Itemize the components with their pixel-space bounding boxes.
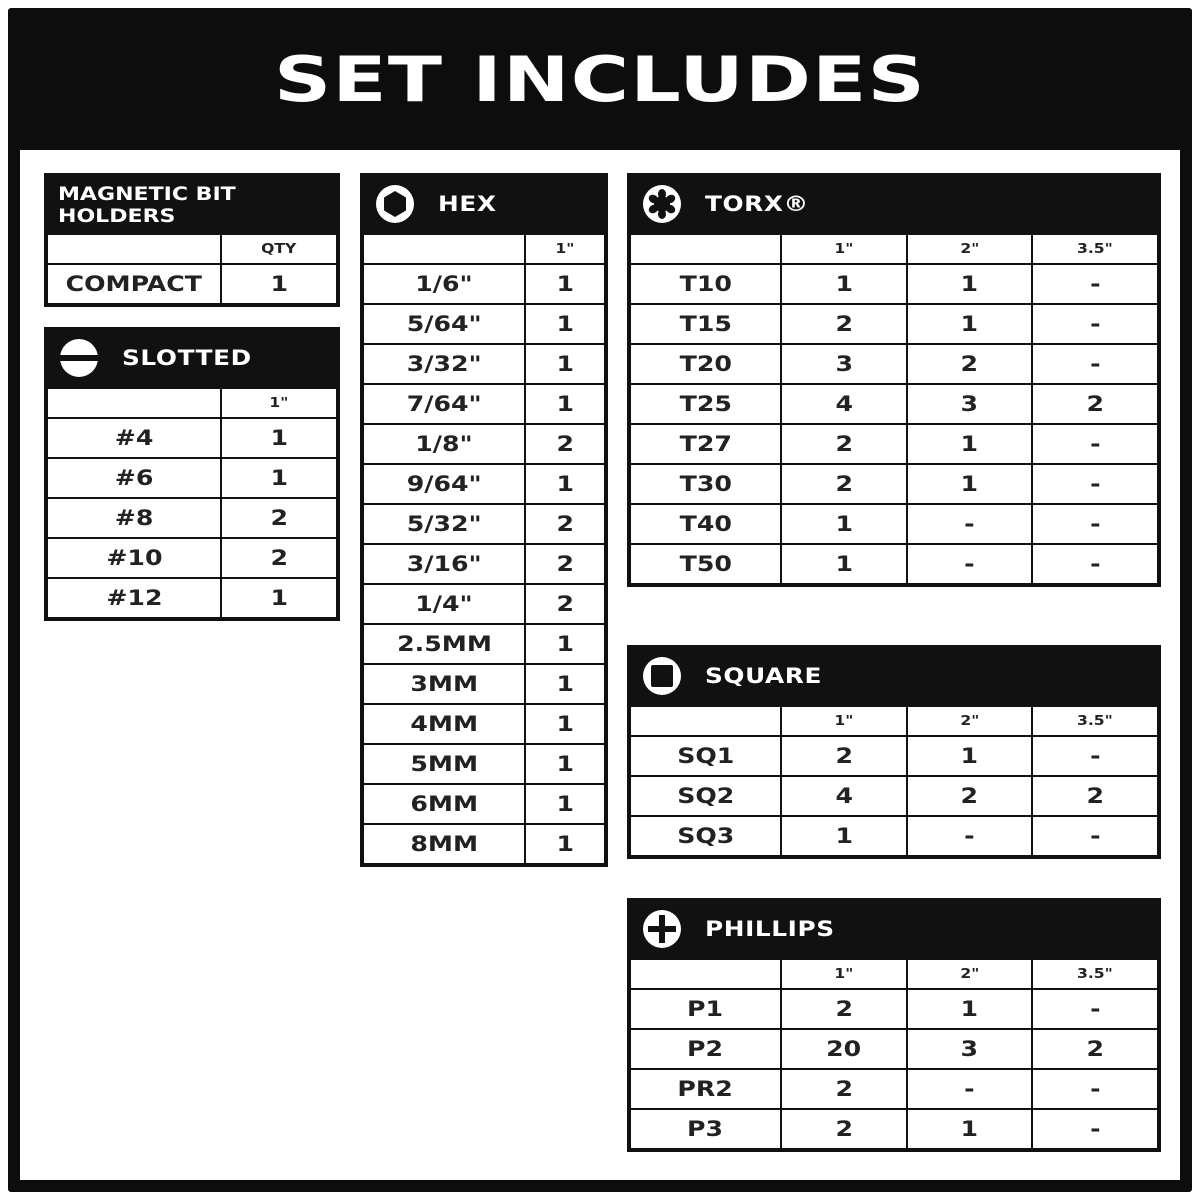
header-cell [363, 234, 525, 264]
hex-size-cell: 1/4" [363, 584, 525, 624]
hex-row [363, 544, 605, 584]
hex-row [363, 424, 605, 464]
slotted-qty-cell: 1 [221, 578, 337, 618]
torx-qty-cell: - [1032, 544, 1158, 584]
hex-table [362, 233, 606, 865]
hex-qty-cell: 1 [525, 744, 605, 784]
phillips-size-header: 2" [907, 959, 1033, 989]
magnetic-bit-holders-block [44, 173, 340, 307]
magnetic-table [46, 233, 338, 305]
phillips-size-cell: P3 [630, 1109, 781, 1149]
hex-row [363, 824, 605, 864]
magnetic-rows [47, 264, 337, 304]
magnetic-heading-line1: MAGNETIC BIT [58, 183, 236, 205]
square-row [630, 816, 1158, 856]
torx-qty-cell: 1 [907, 304, 1033, 344]
hex-heading: HEX [438, 192, 497, 216]
hex-row [363, 584, 605, 624]
hex-row [363, 304, 605, 344]
torx-qty-cell: - [1032, 424, 1158, 464]
hex-size-cell: 4MM [363, 704, 525, 744]
square-qty-cell: - [1032, 736, 1158, 776]
slotted-icon [58, 337, 100, 379]
torx-qty-cell: 4 [781, 384, 907, 424]
hex-row [363, 664, 605, 704]
torx-qty-cell: - [907, 504, 1033, 544]
torx-qty-cell: 1 [781, 264, 907, 304]
torx-qty-cell: - [1032, 504, 1158, 544]
torx-qty-cell: 1 [907, 264, 1033, 304]
hex-header [362, 175, 606, 233]
torx-qty-cell: - [1032, 304, 1158, 344]
torx-qty-cell: - [1032, 464, 1158, 504]
phillips-size-header: 1" [781, 959, 907, 989]
hex-size-cell: 3/16" [363, 544, 525, 584]
hex-row [363, 344, 605, 384]
torx-row [630, 384, 1158, 424]
square-qty-cell: 1 [781, 816, 907, 856]
hex-size-cell: 9/64" [363, 464, 525, 504]
phillips-qty-cell: 1 [907, 1109, 1033, 1149]
slotted-qty-cell: 1 [221, 418, 337, 458]
hex-size-cell: 5/64" [363, 304, 525, 344]
hex-row [363, 784, 605, 824]
phillips-row [630, 989, 1158, 1029]
slotted-subheader-row [47, 388, 337, 418]
slotted-size-cell: #4 [47, 418, 221, 458]
phillips-qty-cell: - [1032, 1109, 1158, 1149]
torx-rows [630, 264, 1158, 584]
page-title: SET INCLUDES [273, 42, 927, 116]
phillips-table [629, 958, 1159, 1150]
torx-size-cell: T10 [630, 264, 781, 304]
magnetic-subheader-row [47, 234, 337, 264]
torx-row [630, 304, 1158, 344]
slotted-rows [47, 418, 337, 618]
torx-qty-cell: 2 [781, 304, 907, 344]
square-block [627, 645, 1161, 859]
hex-qty-cell: 2 [525, 424, 605, 464]
square-row [630, 776, 1158, 816]
square-qty-cell: - [1032, 816, 1158, 856]
torx-qty-cell: 1 [781, 544, 907, 584]
header-cell [47, 388, 221, 418]
phillips-size-cell: PR2 [630, 1069, 781, 1109]
phillips-row [630, 1069, 1158, 1109]
hex-block [360, 173, 608, 867]
magnetic-row [47, 264, 337, 304]
slotted-size-cell: #6 [47, 458, 221, 498]
square-header [629, 647, 1159, 705]
phillips-icon [641, 908, 683, 950]
slotted-size-cell: #8 [47, 498, 221, 538]
square-qty-cell: 1 [907, 736, 1033, 776]
hex-qty-cell: 1 [525, 624, 605, 664]
torx-table [629, 233, 1159, 585]
magnetic-qty-cell: 1 [221, 264, 337, 304]
hex-row [363, 504, 605, 544]
torx-qty-cell: 1 [781, 504, 907, 544]
phillips-qty-cell: - [907, 1069, 1033, 1109]
slotted-row [47, 458, 337, 498]
torx-size-cell: T15 [630, 304, 781, 344]
phillips-qty-cell: 3 [907, 1029, 1033, 1069]
square-qty-cell: 4 [781, 776, 907, 816]
phillips-size-cell: P1 [630, 989, 781, 1029]
hex-row [363, 744, 605, 784]
hex-size-cell: 7/64" [363, 384, 525, 424]
square-size-header: 1" [781, 706, 907, 736]
hex-size-cell: 6MM [363, 784, 525, 824]
phillips-heading: PHILLIPS [705, 917, 835, 941]
square-row [630, 736, 1158, 776]
torx-subheader-row [630, 234, 1158, 264]
square-table [629, 705, 1159, 857]
torx-qty-cell: - [907, 544, 1033, 584]
phillips-size-cell: P2 [630, 1029, 781, 1069]
torx-header [629, 175, 1159, 233]
torx-size-cell: T20 [630, 344, 781, 384]
torx-qty-cell: 2 [781, 424, 907, 464]
torx-qty-cell: - [1032, 344, 1158, 384]
torx-row [630, 504, 1158, 544]
torx-qty-cell: 3 [907, 384, 1033, 424]
hex-qty-cell: 1 [525, 664, 605, 704]
square-qty-cell: 2 [1032, 776, 1158, 816]
torx-heading: TORX® [705, 192, 809, 216]
hex-qty-cell: 1 [525, 824, 605, 864]
torx-qty-cell: 2 [1032, 384, 1158, 424]
phillips-subheader-row [630, 959, 1158, 989]
header-cell [630, 959, 781, 989]
square-size-header: 2" [907, 706, 1033, 736]
torx-row [630, 464, 1158, 504]
hex-rows [363, 264, 605, 864]
square-rows [630, 736, 1158, 856]
square-size-cell: SQ3 [630, 816, 781, 856]
torx-qty-cell: 3 [781, 344, 907, 384]
hex-subheader-row [363, 234, 605, 264]
phillips-qty-cell: 2 [1032, 1029, 1158, 1069]
magnetic-heading-line2: HOLDERS [58, 205, 176, 227]
slotted-header [46, 329, 338, 387]
torx-size-cell: T40 [630, 504, 781, 544]
torx-size-cell: T25 [630, 384, 781, 424]
square-qty-cell: 2 [781, 736, 907, 776]
hex-qty-cell: 1 [525, 344, 605, 384]
hex-row [363, 264, 605, 304]
phillips-row [630, 1029, 1158, 1069]
qty-header: QTY [221, 234, 337, 264]
hex-size-cell: 1/6" [363, 264, 525, 304]
slotted-qty-cell: 2 [221, 538, 337, 578]
torx-qty-cell: 1 [907, 464, 1033, 504]
torx-size-cell: T27 [630, 424, 781, 464]
hex-row [363, 624, 605, 664]
hex-qty-cell: 2 [525, 584, 605, 624]
torx-size-cell: T30 [630, 464, 781, 504]
hex-qty-cell: 1 [525, 784, 605, 824]
phillips-qty-cell: - [1032, 1069, 1158, 1109]
hex-size-cell: 1/8" [363, 424, 525, 464]
torx-qty-cell: 1 [907, 424, 1033, 464]
hex-qty-cell: 2 [525, 544, 605, 584]
hex-qty-cell: 1 [525, 464, 605, 504]
torx-row [630, 544, 1158, 584]
hex-qty-cell: 1 [525, 704, 605, 744]
phillips-qty-cell: 1 [907, 989, 1033, 1029]
slotted-block [44, 327, 340, 621]
slotted-row [47, 498, 337, 538]
torx-row [630, 344, 1158, 384]
torx-size-header: 3.5" [1032, 234, 1158, 264]
square-heading: SQUARE [705, 664, 823, 688]
hex-size-cell: 8MM [363, 824, 525, 864]
header-cell [630, 234, 781, 264]
torx-block [627, 173, 1161, 587]
phillips-qty-cell: 2 [781, 1109, 907, 1149]
torx-row [630, 264, 1158, 304]
slotted-table [46, 387, 338, 619]
phillips-row [630, 1109, 1158, 1149]
header-cell [47, 234, 221, 264]
hex-row [363, 384, 605, 424]
hex-size-cell: 3MM [363, 664, 525, 704]
square-size-cell: SQ1 [630, 736, 781, 776]
hex-size-header: 1" [525, 234, 605, 264]
phillips-block [627, 898, 1161, 1152]
slotted-row [47, 538, 337, 578]
torx-qty-cell: 2 [781, 464, 907, 504]
square-size-header: 3.5" [1032, 706, 1158, 736]
hex-size-cell: 3/32" [363, 344, 525, 384]
square-subheader-row [630, 706, 1158, 736]
slotted-heading: SLOTTED [122, 346, 252, 370]
torx-qty-cell: - [1032, 264, 1158, 304]
square-qty-cell: 2 [907, 776, 1033, 816]
hex-icon [374, 183, 416, 225]
slotted-size-cell: #10 [47, 538, 221, 578]
torx-icon [641, 183, 683, 225]
slotted-qty-cell: 2 [221, 498, 337, 538]
torx-size-cell: T50 [630, 544, 781, 584]
hex-qty-cell: 2 [525, 504, 605, 544]
torx-size-header: 2" [907, 234, 1033, 264]
phillips-qty-cell: 20 [781, 1029, 907, 1069]
hex-size-cell: 5/32" [363, 504, 525, 544]
slotted-qty-cell: 1 [221, 458, 337, 498]
slotted-size-header: 1" [221, 388, 337, 418]
slotted-size-cell: #12 [47, 578, 221, 618]
magnetic-header [46, 175, 338, 233]
phillips-qty-cell: - [1032, 989, 1158, 1029]
phillips-qty-cell: 2 [781, 1069, 907, 1109]
slotted-row [47, 418, 337, 458]
header-cell [630, 706, 781, 736]
phillips-qty-cell: 2 [781, 989, 907, 1029]
magnetic-size-cell: COMPACT [47, 264, 221, 304]
square-size-cell: SQ2 [630, 776, 781, 816]
hex-qty-cell: 1 [525, 304, 605, 344]
phillips-header [629, 900, 1159, 958]
phillips-rows [630, 989, 1158, 1149]
torx-size-header: 1" [781, 234, 907, 264]
square-icon [641, 655, 683, 697]
hex-qty-cell: 1 [525, 384, 605, 424]
phillips-size-header: 3.5" [1032, 959, 1158, 989]
hex-size-cell: 5MM [363, 744, 525, 784]
hex-row [363, 464, 605, 504]
torx-qty-cell: 2 [907, 344, 1033, 384]
hex-size-cell: 2.5MM [363, 624, 525, 664]
hex-qty-cell: 1 [525, 264, 605, 304]
slotted-row [47, 578, 337, 618]
hex-row [363, 704, 605, 744]
square-qty-cell: - [907, 816, 1033, 856]
torx-row [630, 424, 1158, 464]
